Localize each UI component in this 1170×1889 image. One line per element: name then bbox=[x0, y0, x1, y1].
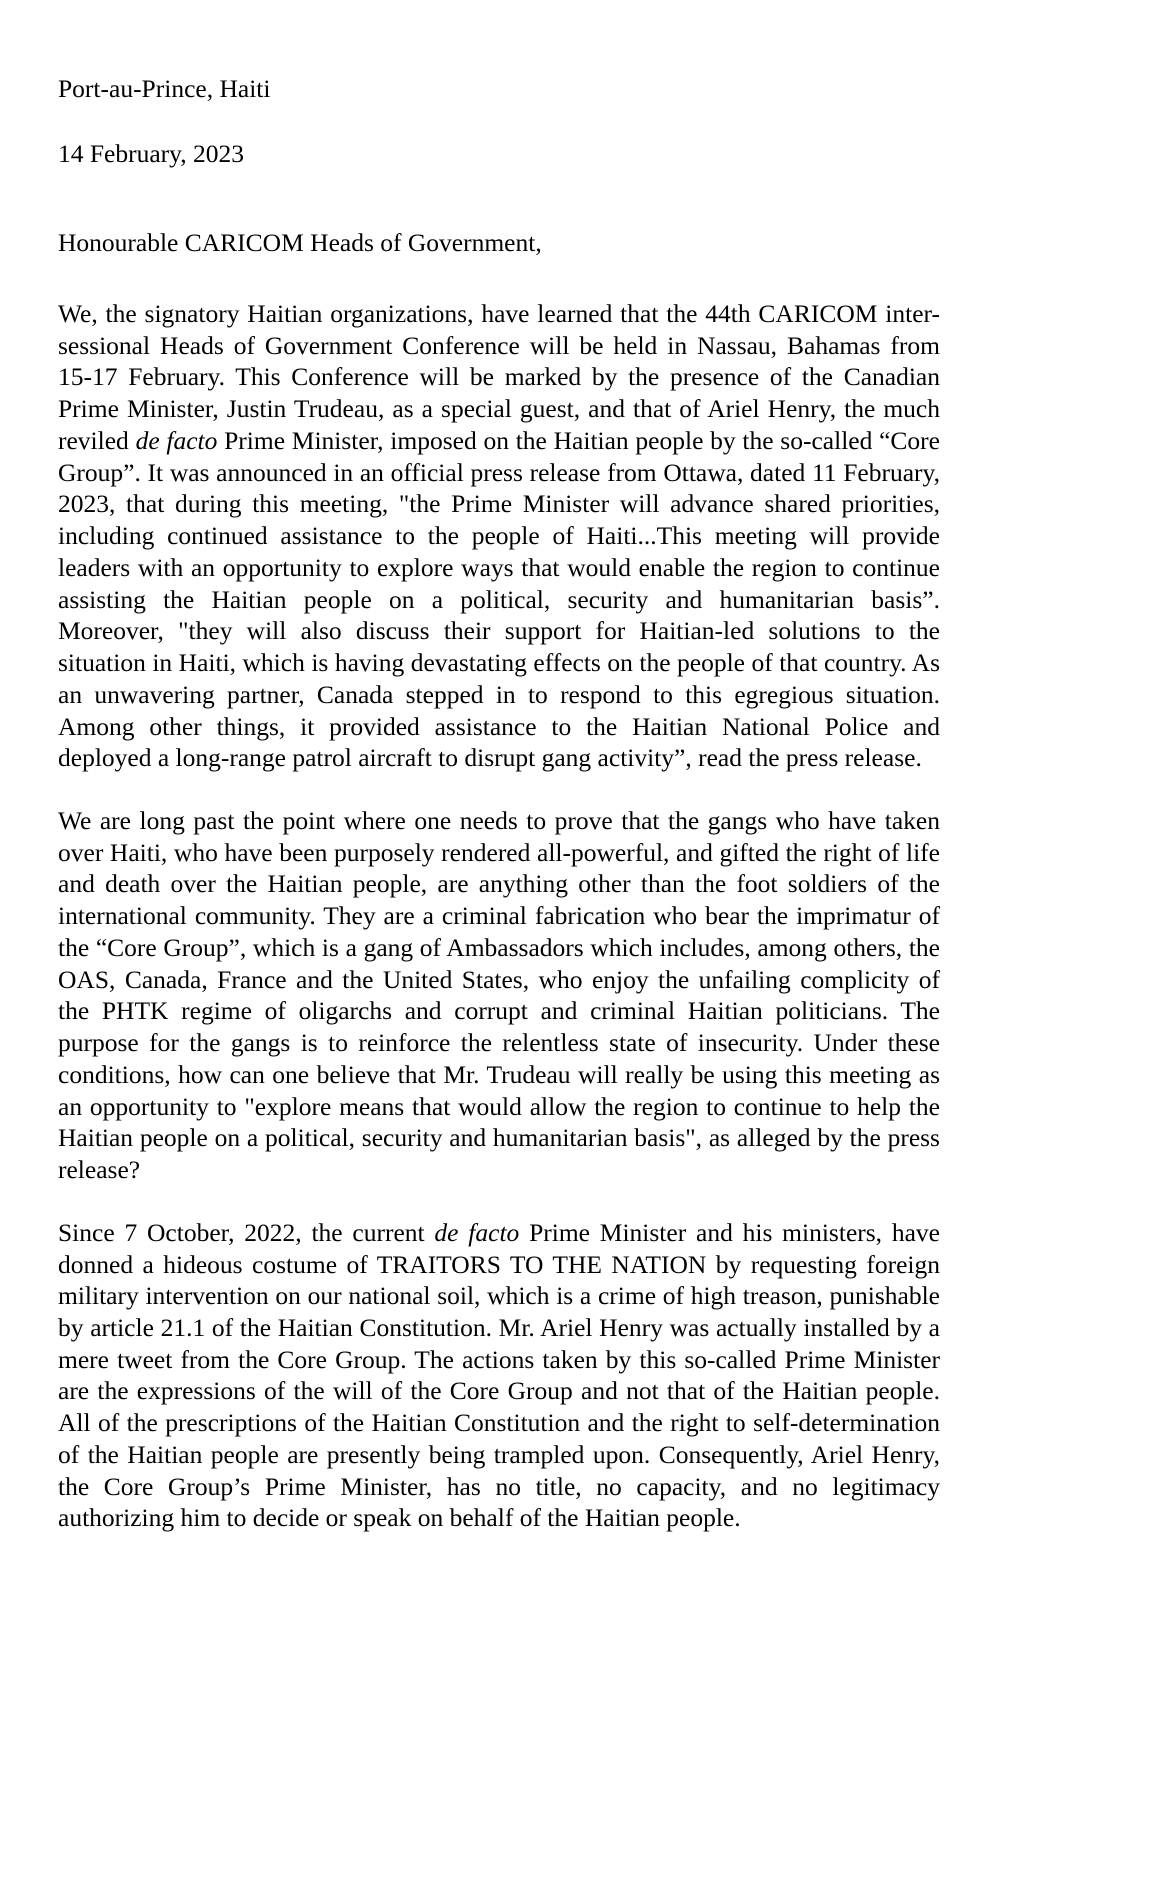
paragraph-1-italic-de-facto: de facto bbox=[135, 425, 218, 455]
paragraph-3-italic-de-facto: de facto bbox=[434, 1217, 520, 1247]
paragraph-1-text-part-1: We, the signatory Haitian organizations, have learned that the 44th CARICOM inter-sessional Heads of Government Conference will be held in Nassau, Bahamas from 15-17 February. This Conference will be marked by the presence of the Canadian Prime Minister, Justin Trudeau, as a special guest, and that of Ariel Henry, the much reviled bbox=[58, 298, 940, 455]
document-body bbox=[58, 72, 940, 1534]
spacer-after-salutation bbox=[58, 260, 940, 298]
dateline-location: Port-au-Prince, Haiti bbox=[58, 74, 271, 103]
spacer-after-location bbox=[58, 106, 940, 137]
body-paragraph-3 bbox=[58, 1217, 940, 1534]
paragraph-2-text: We are long past the point where one needs to prove that the gangs who have taken over Haiti, who have been purposely rendered all-powerful, and gifted the right of life and death over the Haitian people, are anything other than the foot soldiers of the international community. They are a criminal fabrication who bear the imprimatur of the “Core Group”, which is a gang of Ambassadors which includes, among others, the OAS, Canada, France and the United States, who enjoy the unfailing complicity of the PHTK regime of oligarchs and corrupt and criminal Haitian politicians. The purpose for the gangs is to reinforce the relentless state of insecurity. Under these conditions, how can one believe that Mr. Trudeau will really be using this meeting as an opportunity to "explore means that would allow the region to continue to help the Haitian people on a political, security and humanitarian basis", as alleged by the press release? bbox=[58, 805, 940, 1185]
body-paragraph-1 bbox=[58, 298, 940, 774]
body-paragraph-2 bbox=[58, 805, 940, 1186]
paragraph-3-text-part-2: Prime Minister and his ministers, have donned a hideous costume of TRAITORS TO THE NATION by requesting foreign military intervention on our national soil, which is a crime of high treason, punishable by article 21.1 of the Haitian Constitution. Mr. Ariel Henry was actually installed by a mere tweet from the Core Group. The actions taken by this so-called Prime Minister are the expressions of the will of the Core Group and not that of the Haitian people. All of the prescriptions of the Haitian Constitution and the right to self-determination of the Haitian people are presently being trampled upon. Consequently, Ariel Henry, the Core Group’s Prime Minister, has no title, no capacity, and no legitimacy authorizing him to decide or speak on behalf of the Haitian people. bbox=[58, 1217, 940, 1533]
paragraph-3-text-part-1: Since 7 October, 2022, the current bbox=[58, 1217, 435, 1247]
spacer-after-date bbox=[58, 170, 940, 226]
dateline-date: 14 February, 2023 bbox=[58, 138, 245, 168]
salutation: Honourable CARICOM Heads of Government, bbox=[58, 228, 542, 258]
paragraph-1-text-part-2: Prime Minister, imposed on the Haitian people by the so-called “Core Group”. It was announced in an official press release from Ottawa, dated 11 February, 2023, that during this meeting, "the Prime Minister will advance shared priorities, including continued assistance to the people of Haiti...This meeting will provide leaders with an opportunity to explore ways that would enable the region to continue assisting the Haitian people on a political, security and humanitarian basis”. Moreover, "they will also discuss their support for Haitian-led solutions to the situation in Haiti, which is having devastating effects on the people of that country. As an unwavering partner, Canada stepped in to respond to this egregious situation. Among other things, it provided assistance to the Haitian National Police and deployed a long-range patrol aircraft to disrupt gang activity”, read the press release. bbox=[58, 425, 940, 773]
